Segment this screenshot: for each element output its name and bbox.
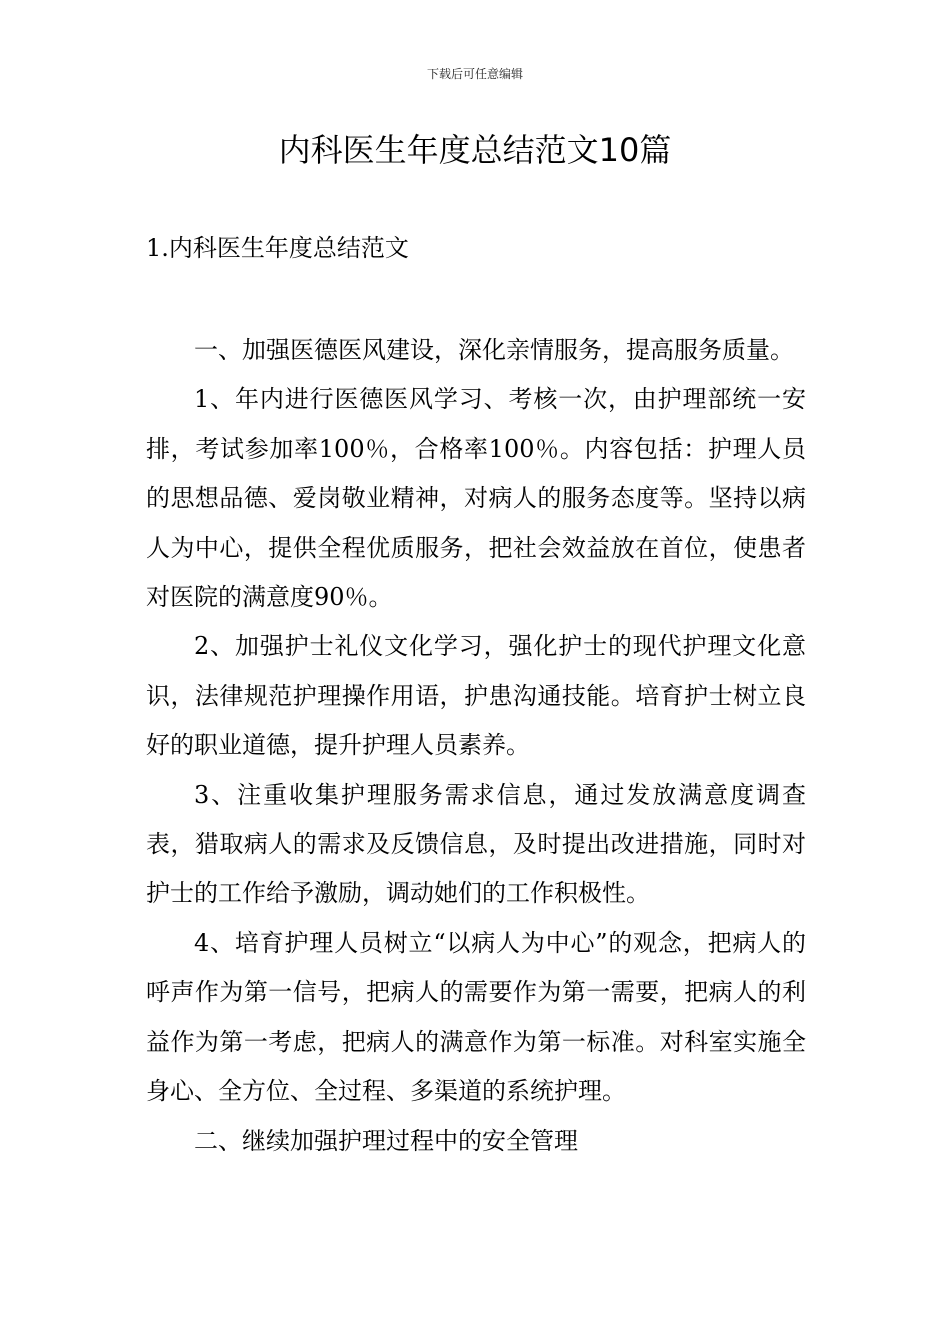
- document-title: 内科医生年度总结范文10篇: [278, 131, 672, 169]
- paragraph-section-two: 二、继续加强护理过程中的安全管理: [194, 1126, 578, 1155]
- paragraph-item-1: 1、年内进行医德医风学习、考核一次，由护理部统一安排，考试参加率100％，合格率100％。内容包括：护理人员的思想品德、爱岗敬业精神，对病人的服务态度等。坚持以病人为中心，提供全程优质服务，把社会效益放在首位，使患者对医院的满意度90％。: [146, 385, 806, 612]
- document-body: [146, 326, 806, 1166]
- paragraph-item-3: 3、注重收集护理服务需求信息，通过发放满意度调查表，猎取病人的需求及反馈信息，及时提出改进措施，同时对护士的工作给予激励，调动她们的工作积极性。: [146, 780, 806, 908]
- paragraph-item-4: 4、培育护理人员树立“以病人为中心”的观念，把病人的呼声作为第一信号，把病人的需要作为第一需要，把病人的利益作为第一考虑，把病人的满意作为第一标准。对科室实施全身心、全方位、全过程、多渠道的系统护理。: [146, 928, 806, 1106]
- paragraph-item-2: 2、加强护士礼仪文化学习，强化护士的现代护理文化意识，法律规范护理操作用语，护患沟通技能。培育护士树立良好的职业道德，提升护理人员素养。: [146, 632, 806, 760]
- header-note: 下载后可任意编辑: [426, 67, 523, 81]
- section-heading: 1.内科医生年度总结范文: [146, 234, 409, 262]
- paragraph-section-one: 一、加强医德医风建设，深化亲情服务，提高服务质量。: [194, 336, 794, 364]
